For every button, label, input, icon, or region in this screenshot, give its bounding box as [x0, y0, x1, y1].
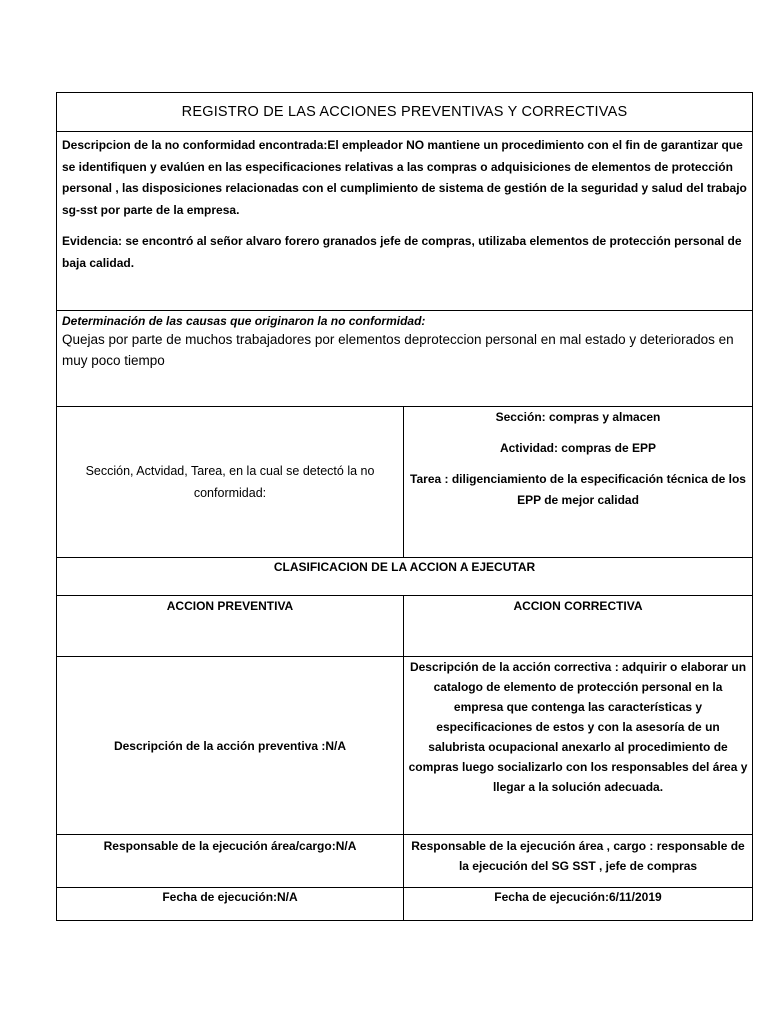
nonconformity-description-cell	[57, 132, 753, 311]
corrective-description: Descripción de la acción correctiva : adquirir o elaborar un catalogo de elemento de protección personal en la empresa que contenga las características y especificaciones de estos y con la asesoría de un salubrista ocupacional anexarlo al procedimiento de compras luego socializarlo con los responsables del área y llegar a la solución adecuada.	[408, 660, 748, 794]
preventive-date: Fecha de ejecución:N/A	[162, 890, 298, 904]
action-record-form	[56, 92, 753, 921]
section-label: Sección, Actvidad, Tarea, en la cual se detectó la no conformidad:	[85, 464, 375, 500]
evidence-text: Evidencia: se encontró al señor alvaro forero granados jefe de compras, utilizaba elementos de protección personal de baja calidad.	[62, 234, 742, 270]
preventive-responsible: Responsable de la ejecución área/cargo:N/A	[103, 839, 357, 853]
corrective-responsible: Responsable de la ejecución área , cargo : responsable de la ejecución del SG SST , jefe de compras	[411, 839, 745, 873]
corrective-date: Fecha de ejecución:6/11/2019	[494, 890, 662, 904]
preventive-date-cell	[57, 888, 404, 921]
preventive-responsible-cell	[57, 835, 404, 888]
section-label-cell	[57, 407, 404, 558]
preventive-description-cell	[57, 657, 404, 835]
task-value: Tarea : diligenciamiento de la especificación técnica de los EPP de mejor calidad	[410, 472, 746, 507]
preventive-header-cell	[57, 596, 404, 657]
corrective-header: ACCION CORRECTIVA	[513, 599, 643, 613]
classification-heading: CLASIFICACION DE LA ACCION A EJECUTAR	[273, 560, 536, 574]
causes-text: Quejas por parte de muchos trabajadores por elementos deproteccion personal en mal estado y deteriorados en muy poco tiempo	[62, 332, 734, 368]
section-details-cell	[404, 407, 753, 558]
activity-value: Actividad: compras de EPP	[499, 441, 657, 455]
corrective-date-cell	[404, 888, 753, 921]
preventive-header: ACCION PREVENTIVA	[166, 599, 294, 613]
corrective-header-cell	[404, 596, 753, 657]
causes-cell	[57, 311, 753, 407]
title-cell	[57, 93, 753, 132]
causes-heading: Determinación de las causas que originaron la no conformidad:	[62, 314, 426, 328]
form-title: REGISTRO DE LAS ACCIONES PREVENTIVAS Y CORRECTIVAS	[181, 104, 628, 120]
corrective-responsible-cell	[404, 835, 753, 888]
section-value: Sección: compras y almacen	[495, 410, 661, 424]
nonconformity-description: Descripcion de la no conformidad encontrada:El empleador NO mantiene un procedimiento con el fin de garantizar que se identifiquen y evalúen en las especificaciones relativas a las compras o adquisiciones de elementos de protección personal , las disposiciones relacionadas con el cumplimiento de sistema de gestión de la seguridad y salud del trabajo sg-sst por parte de la empresa.	[62, 138, 747, 217]
corrective-description-cell	[404, 657, 753, 835]
classification-cell	[57, 558, 753, 596]
preventive-description: Descripción de la acción preventiva :N/A	[113, 738, 347, 753]
